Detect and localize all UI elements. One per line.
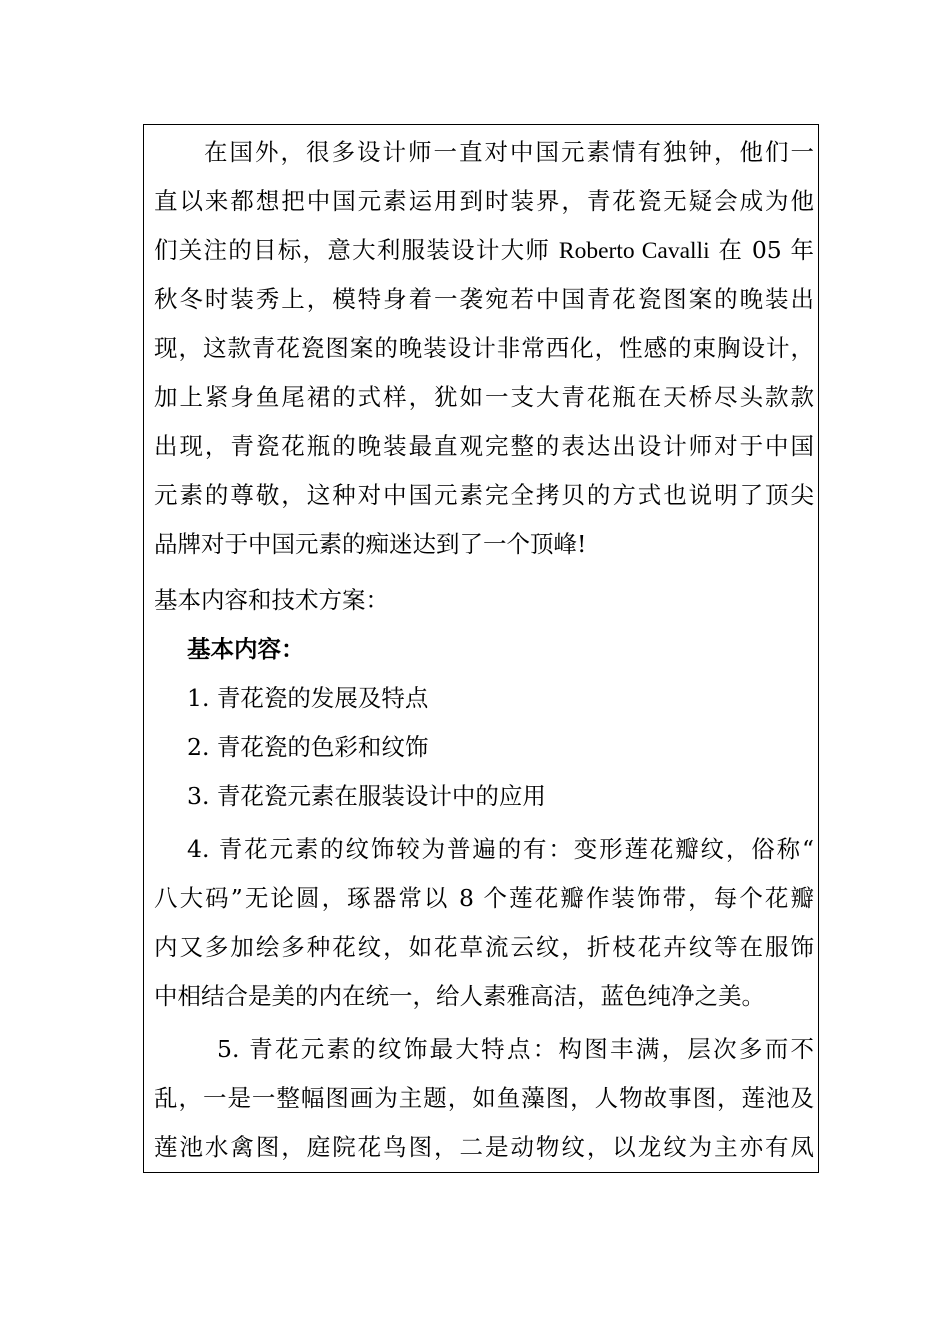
list-item-line: 中相结合是美的内在统一，给人素雅高洁，蓝色纯净之美。 [154,982,765,1010]
paragraph-line: 出现，青瓷花瓶的晚装最直观完整的表达出设计师对于中国 [154,432,814,460]
designer-name: Roberto Cavalli [558,238,710,264]
paragraph-line: 品牌对于中国元素的痴迷达到了一个顶峰! [154,530,587,558]
paragraph-line: 直以来都想把中国元素运用到时装界，青花瓷无疑会成为他 [154,187,814,215]
list-item: 1. 青花瓷的发展及特点 [187,684,429,712]
section-heading: 基本内容和技术方案： [154,586,389,614]
list-item-line: 5. 青花元素的纹饰最大特点：构图丰满，层次多而不 [217,1035,814,1063]
paragraph-line: 在国外，很多设计师一直对中国元素情有独钟，他们一 [204,138,814,166]
text-span: 们关注的目标，意大利服装设计大师 [154,236,559,264]
list-item-line: 4. 青花元素的纹饰较为普遍的有：变形莲花瓣纹，俗称“ [187,835,814,863]
list-item-line: 莲池水禽图，庭院花鸟图，二是动物纹，以龙纹为主亦有凤 [154,1133,814,1161]
subsection-heading: 基本内容： [187,635,305,663]
list-item-line: 内又多加绘多种花纹，如花草流云纹，折枝花卉纹等在服饰 [154,933,814,961]
list-item-line: 八大码”无论圆，琢器常以 8 个莲花瓣作装饰带，每个花瓣 [154,884,814,912]
table-cell [143,124,819,1173]
list-item-line: 乱，一是一整幅图画为主题，如鱼藻图，人物故事图，莲池及 [154,1084,814,1112]
paragraph-line: 元素的尊敬，这种对中国元素完全拷贝的方式也说明了顶尖 [154,481,814,509]
text-span: 在 05 年 [709,236,814,264]
paragraph-line: 现，这款青花瓷图案的晚装设计非常西化，性感的束胸设计， [154,334,814,362]
paragraph-line: 秋冬时装秀上，模特身着一袭宛若中国青花瓷图案的晚装出 [154,285,814,313]
list-item: 3. 青花瓷元素在服装设计中的应用 [187,782,546,810]
paragraph-line: 加上紧身鱼尾裙的式样，犹如一支大青花瓶在天桥尽头款款 [154,383,814,411]
list-item: 2. 青花瓷的色彩和纹饰 [187,733,429,761]
paragraph-line-mixed [154,226,814,275]
